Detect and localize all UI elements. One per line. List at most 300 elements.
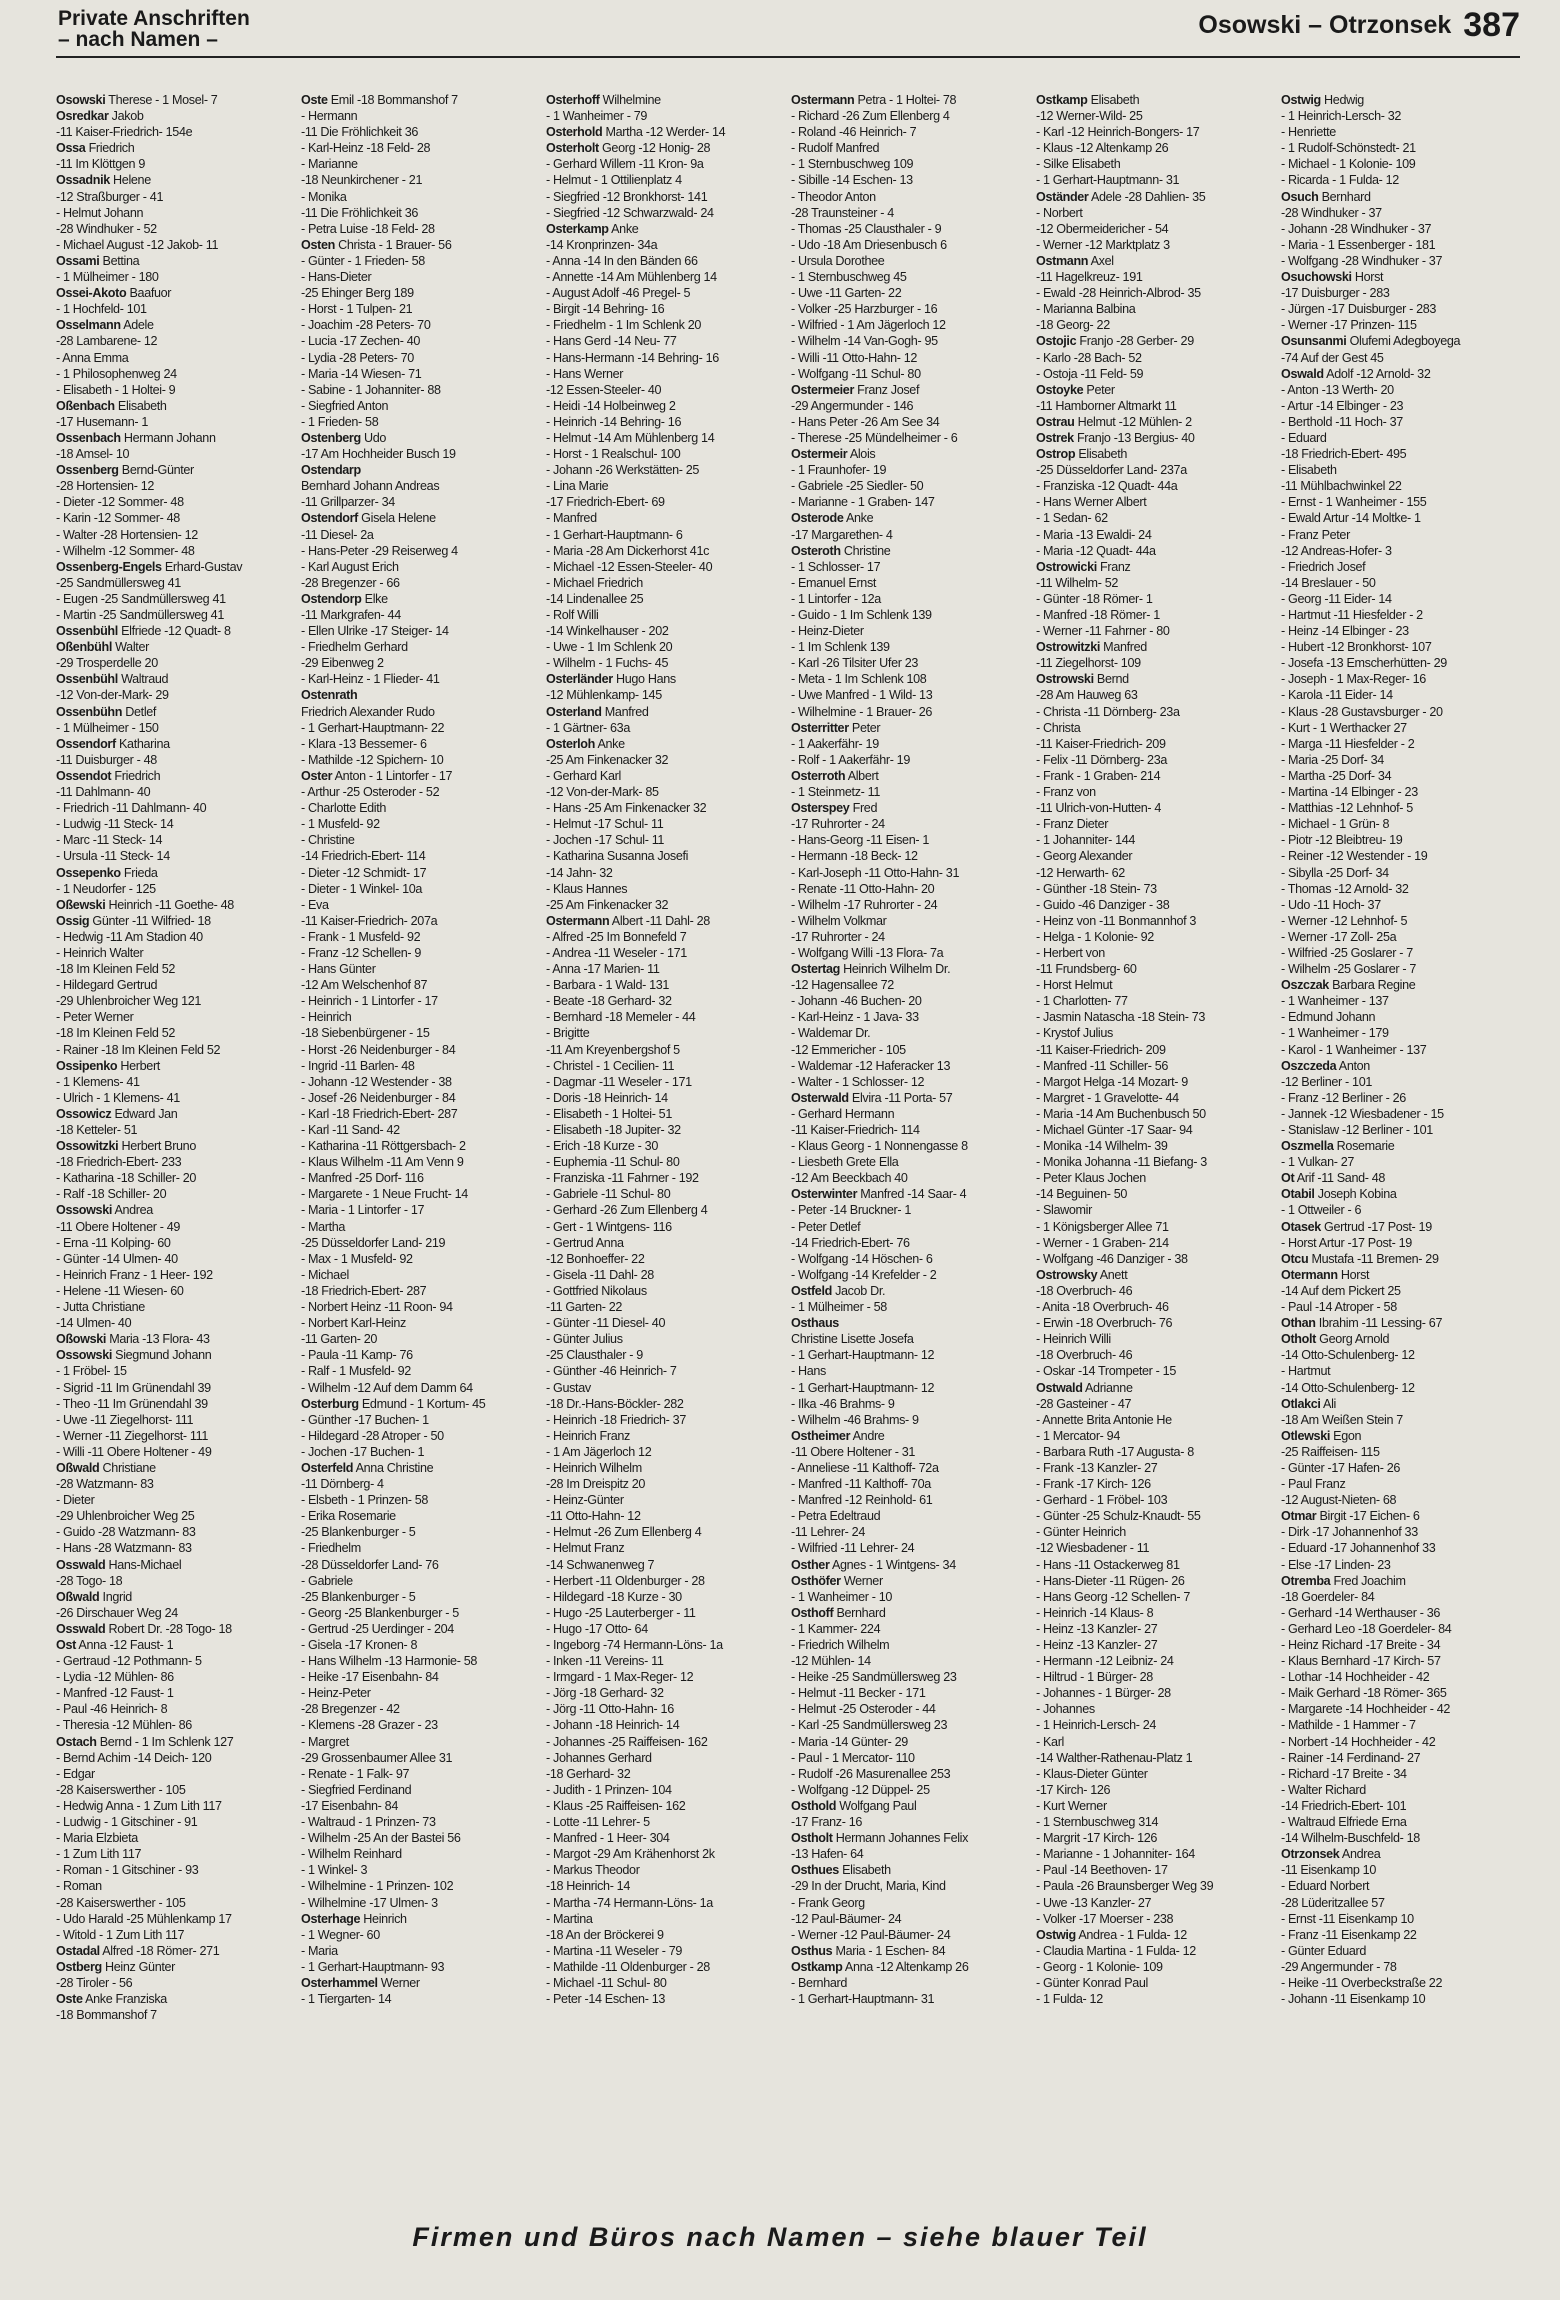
surname: Oster bbox=[301, 768, 333, 783]
directory-entry: - Silke Elisabeth bbox=[1036, 157, 1121, 172]
directory-entry: - Ralf - 1 Musfeld- 92 bbox=[301, 1364, 411, 1379]
surname: Ostberg bbox=[56, 1959, 102, 1974]
surname: Ostheimer bbox=[791, 1428, 851, 1443]
directory-entry: - Marianne bbox=[301, 157, 358, 172]
directory-entry: - Günter Julius bbox=[546, 1332, 623, 1347]
directory-entry: - Dieter - 1 Winkel- 10a bbox=[301, 881, 423, 896]
directory-entry: - Karl -26 Tilsiter Ufer 23 bbox=[791, 656, 919, 671]
directory-entry: -18 Dr.-Hans-Böckler- 282 bbox=[546, 1396, 684, 1411]
surname: Osthus bbox=[791, 1943, 833, 1958]
directory-entry: Ostertag Heinrich Wilhelm Dr. bbox=[791, 962, 951, 977]
directory-entry: -12 Andreas-Hofer- 3 bbox=[1281, 543, 1392, 558]
directory-entry: - Manfred -25 Dorf- 116 bbox=[301, 1171, 424, 1186]
directory-entry: -28 Watzmann- 83 bbox=[56, 1477, 154, 1492]
directory-entry: -25 Düsseldorfer Land- 219 bbox=[301, 1235, 446, 1250]
directory-entry: - Guido -46 Danziger - 38 bbox=[1036, 897, 1170, 912]
directory-entry: -25 Blankenburger - 5 bbox=[301, 1589, 416, 1604]
column-1 bbox=[56, 92, 295, 2232]
directory-entry: - Ilka -46 Brahms- 9 bbox=[791, 1396, 895, 1411]
directory-entry: - Hermann bbox=[301, 109, 358, 124]
directory-entry: -12 Mühlenkamp- 145 bbox=[546, 688, 662, 703]
directory-entry: -12 Wiesbadener - 11 bbox=[1036, 1541, 1150, 1556]
surname: Ostertag bbox=[791, 962, 840, 977]
directory-entry: Ostfeld Jacob Dr. bbox=[791, 1283, 886, 1298]
directory-entry: - 1 Heinrich-Lersch- 32 bbox=[1281, 109, 1402, 124]
section-label-line1: Private Anschriften bbox=[58, 7, 250, 30]
directory-entry: -14 Friedrich-Ebert- 114 bbox=[301, 849, 426, 864]
directory-entry: - Franz -12 Berliner - 26 bbox=[1281, 1090, 1406, 1105]
surname: Osterhold bbox=[546, 125, 603, 140]
directory-entry: - Petra Edeltraud bbox=[791, 1509, 881, 1524]
directory-entry: -11 Dörnberg- 4 bbox=[301, 1477, 384, 1492]
directory-entry: -28 Windhuker - 37 bbox=[1281, 205, 1382, 220]
directory-entry: - 1 Gerhart-Hauptmann- 31 bbox=[791, 1992, 935, 2007]
directory-entry: - Klemens -28 Grazer - 23 bbox=[301, 1718, 438, 1733]
directory-entry: - Georg - 1 Kolonie- 109 bbox=[1036, 1959, 1163, 1974]
directory-entry: Otermann Horst bbox=[1281, 1267, 1370, 1282]
directory-entry: - Theresia -12 Mühlen- 86 bbox=[56, 1718, 192, 1733]
surname: Ostrowicki bbox=[1036, 559, 1097, 574]
directory-entry: - Slawomir bbox=[1036, 1203, 1092, 1218]
directory-entry: - Elsbeth - 1 Prinzen- 58 bbox=[301, 1493, 429, 1508]
directory-entry: -18 Bommanshof 7 bbox=[56, 2008, 157, 2023]
directory-entry: -29 Angermunder - 146 bbox=[791, 398, 914, 413]
directory-entry: - Thomas -12 Arnold- 32 bbox=[1281, 881, 1409, 896]
directory-entry: - Heike -25 Sandmüllersweg 23 bbox=[791, 1670, 957, 1685]
directory-entry: Osterloh Anke bbox=[546, 736, 625, 751]
directory-entry: - Michael - 1 Kolonie- 109 bbox=[1281, 157, 1416, 172]
directory-entry: - Hans -25 Am Finkenacker 32 bbox=[546, 801, 707, 816]
directory-columns bbox=[56, 92, 1520, 2232]
directory-entry: - Günter -17 Hafen- 26 bbox=[1281, 1460, 1401, 1475]
directory-entry: -18 Siebenbürgener - 15 bbox=[301, 1026, 430, 1041]
directory-entry: - Renate - 1 Falk- 97 bbox=[301, 1766, 410, 1781]
directory-entry: - 1 Gerhart-Hauptmann- 12 bbox=[791, 1348, 935, 1363]
directory-entry: - Wolfgang -12 Düppel- 25 bbox=[791, 1782, 930, 1797]
directory-entry: - Hartmut -11 Hiesfelder - 2 bbox=[1281, 608, 1423, 622]
directory-entry: - 1 Vulkan- 27 bbox=[1281, 1155, 1355, 1170]
page-header bbox=[1198, 6, 1520, 45]
directory-entry: - Charlotte Edith bbox=[301, 801, 387, 816]
directory-entry: - Brigitte bbox=[546, 1026, 590, 1041]
directory-entry: -18 Friedrich-Ebert- 287 bbox=[301, 1283, 427, 1298]
directory-entry: - 1 Aakerfähr- 19 bbox=[791, 736, 879, 751]
directory-entry: - Wilfried -11 Lehrer- 24 bbox=[791, 1541, 915, 1556]
surname: Ostermeir bbox=[791, 447, 848, 462]
directory-entry: - Martin -25 Sandmüllersweg 41 bbox=[56, 608, 224, 622]
directory-entry: - Martha -25 Dorf- 34 bbox=[1281, 768, 1392, 783]
directory-entry: - Ernst -11 Eisenkamp 10 bbox=[1281, 1911, 1414, 1926]
directory-entry: - 1 Mülheimer - 58 bbox=[791, 1300, 887, 1315]
directory-entry: - Johannes - 1 Bürger- 28 bbox=[1036, 1686, 1171, 1701]
surname: Ostrau bbox=[1036, 414, 1075, 429]
directory-entry: - Markus Theodor bbox=[546, 1863, 640, 1878]
directory-entry: - Jutta Christiane bbox=[56, 1300, 145, 1315]
directory-entry: - Heinz-Dieter bbox=[791, 624, 864, 639]
surname: Ostermann bbox=[791, 93, 855, 107]
directory-entry: -14 Winkelhauser - 202 bbox=[546, 624, 669, 639]
directory-entry: - Barbara Ruth -17 Augusta- 8 bbox=[1036, 1444, 1194, 1459]
directory-entry: -11 Dahlmann- 40 bbox=[56, 785, 151, 800]
directory-entry: - Hans -11 Ostackerweg 81 bbox=[1036, 1557, 1180, 1572]
directory-entry: Ostendorp Elke bbox=[301, 591, 388, 606]
directory-entry: - Johann -12 Westender - 38 bbox=[301, 1074, 452, 1089]
directory-entry: - Wilhelm -25 An der Bastei 56 bbox=[301, 1831, 461, 1846]
directory-entry: - Lina Marie bbox=[546, 479, 609, 494]
directory-entry: - Heinrich -14 Behring- 16 bbox=[546, 414, 682, 429]
directory-entry: - Waltraud Elfriede Erna bbox=[1281, 1815, 1407, 1830]
surname: Ossa bbox=[56, 141, 86, 156]
directory-entry: - Gerhard Leo -18 Goerdeler- 84 bbox=[1281, 1621, 1452, 1636]
directory-entry: Osterhold Martha -12 Werder- 14 bbox=[546, 125, 726, 140]
directory-entry: -11 Kaiser-Friedrich- 209 bbox=[1036, 1042, 1166, 1057]
directory-entry: Ostojic Franjo -28 Gerber- 29 bbox=[1036, 334, 1194, 349]
directory-entry: -18 Am Weißen Stein 7 bbox=[1281, 1412, 1403, 1427]
directory-entry: - 1 Gerhart-Hauptmann- 31 bbox=[1036, 173, 1180, 188]
directory-entry: - Roman - 1 Gitschiner - 93 bbox=[56, 1863, 199, 1878]
directory-entry: - Katharina -18 Schiller- 20 bbox=[56, 1171, 196, 1186]
directory-entry: - Jochen -17 Schul- 11 bbox=[546, 833, 665, 848]
directory-entry: - Heinz -13 Kanzler- 27 bbox=[1036, 1621, 1158, 1636]
directory-entry: - Franziska -12 Quadt- 44a bbox=[1036, 479, 1178, 494]
surname: Otasek bbox=[1281, 1219, 1321, 1234]
directory-entry: - Margot Helga -14 Mozart- 9 bbox=[1036, 1074, 1188, 1089]
surname: Ossenbühl bbox=[56, 624, 118, 639]
directory-entry: Osterwinter Manfred -14 Saar- 4 bbox=[791, 1187, 967, 1202]
directory-entry: - Paul - 1 Mercator- 110 bbox=[791, 1750, 915, 1765]
directory-entry: - Thomas -25 Clausthaler - 9 bbox=[791, 221, 942, 236]
directory-entry: - Volker -25 Harzburger - 16 bbox=[791, 302, 938, 317]
directory-entry: Osthöfer Werner bbox=[791, 1573, 883, 1588]
directory-entry: - Gerhard -26 Zum Ellenberg 4 bbox=[546, 1203, 708, 1218]
directory-entry: Otlakci Ali bbox=[1281, 1396, 1336, 1411]
directory-entry: - Rudolf -26 Masurenallee 253 bbox=[791, 1766, 951, 1781]
directory-entry: Ossei-Akoto Baafuor bbox=[56, 286, 172, 301]
directory-entry: - Christine bbox=[301, 833, 355, 848]
directory-entry: -18 Heinrich- 14 bbox=[546, 1879, 630, 1894]
directory-entry: -11 Kaiser-Friedrich- 154e bbox=[56, 125, 193, 140]
directory-entry: -29 Angermunder - 78 bbox=[1281, 1959, 1397, 1974]
directory-entry: - Karin -12 Sommer- 48 bbox=[56, 511, 180, 526]
directory-entry: - Wolfgang -14 Krefelder - 2 bbox=[791, 1267, 937, 1282]
directory-entry: - Heinz -13 Kanzler- 27 bbox=[1036, 1638, 1158, 1652]
directory-entry: Ostadal Alfred -18 Römer- 271 bbox=[56, 1943, 220, 1958]
directory-entry: Ostrowski Bernd bbox=[1036, 672, 1129, 687]
directory-entry: - Heike -17 Eisenbahn- 84 bbox=[301, 1670, 439, 1685]
directory-entry: - Karl-Heinz - 1 Java- 33 bbox=[791, 1010, 919, 1025]
directory-entry: - 1 Musfeld- 92 bbox=[301, 817, 380, 832]
directory-entry: -17 Husemann- 1 bbox=[56, 414, 149, 429]
directory-entry: Ossendot Friedrich bbox=[56, 768, 161, 783]
directory-entry: - Udo Harald -25 Mühlenkamp 17 bbox=[56, 1911, 232, 1926]
directory-entry: - Helmut Franz bbox=[546, 1541, 625, 1556]
directory-entry: - Piotr -12 Bleibtreu- 19 bbox=[1281, 833, 1403, 848]
directory-entry: - Hans Werner Albert bbox=[1036, 495, 1147, 510]
directory-entry: - Jürgen -17 Duisburger - 283 bbox=[1281, 302, 1437, 317]
surname: Osthoff bbox=[791, 1605, 834, 1620]
directory-entry: - Reiner -12 Westender - 19 bbox=[1281, 849, 1428, 864]
directory-entry: -12 Von-der-Mark- 29 bbox=[56, 688, 169, 703]
surname: Ostwig bbox=[1281, 93, 1321, 107]
directory-entry: - Karl -25 Sandmüllersweg 23 bbox=[791, 1718, 948, 1733]
directory-entry: - Maik Gerhard -18 Römer- 365 bbox=[1281, 1686, 1447, 1701]
directory-entry: -74 Auf der Gest 45 bbox=[1281, 350, 1384, 365]
directory-entry: - Günter -11 Diesel- 40 bbox=[546, 1316, 666, 1331]
directory-entry: - Paula -11 Kamp- 76 bbox=[301, 1348, 413, 1363]
directory-entry: -18 Goerdeler- 84 bbox=[1281, 1589, 1375, 1604]
directory-entry: Ossenbühl Waltraud bbox=[56, 672, 169, 687]
directory-entry: - Wilhelm -12 Sommer- 48 bbox=[56, 543, 195, 558]
directory-entry: - Günter -18 Römer- 1 bbox=[1036, 591, 1153, 606]
directory-entry: - Gerhard Hermann bbox=[791, 1106, 895, 1121]
directory-entry: Ossadnik Helene bbox=[56, 173, 151, 188]
directory-entry: - Udo -11 Hoch- 37 bbox=[1281, 897, 1381, 912]
directory-entry: - Werner -17 Zoll- 25a bbox=[1281, 929, 1397, 944]
directory-entry: - Martha bbox=[301, 1219, 346, 1234]
directory-entry: - Matthias -12 Lehnhof- 5 bbox=[1281, 801, 1413, 816]
directory-entry: - Werner -12 Paul-Bäumer- 24 bbox=[791, 1927, 951, 1942]
directory-entry: Oßewski Heinrich -11 Goethe- 48 bbox=[56, 897, 234, 912]
directory-entry: - Klaus Georg - 1 Nonnengasse 8 bbox=[791, 1139, 968, 1154]
directory-entry: Ostkamp Anna -12 Altenkamp 26 bbox=[791, 1959, 969, 1974]
surname: Ostrowitzki bbox=[1036, 640, 1101, 655]
directory-entry: - Lydia -28 Peters- 70 bbox=[301, 350, 414, 365]
directory-entry: - Friedhelm bbox=[301, 1541, 361, 1556]
directory-entry: - Eva bbox=[301, 897, 329, 912]
directory-entry: - Maria -13 Ewaldi- 24 bbox=[1036, 527, 1152, 542]
directory-entry: -25 Ehinger Berg 189 bbox=[301, 286, 414, 301]
directory-entry: - Günter -25 Schulz-Knaudt- 55 bbox=[1036, 1509, 1201, 1524]
directory-entry: - Mathilde - 1 Hammer - 7 bbox=[1281, 1718, 1416, 1733]
surname: Osterloh bbox=[546, 736, 595, 751]
directory-entry: - Günter - 1 Frieden- 58 bbox=[301, 253, 425, 268]
directory-entry: - Eugen -25 Sandmüllersweg 41 bbox=[56, 591, 226, 606]
directory-entry: - Uwe -11 Garten- 22 bbox=[791, 286, 902, 301]
footer-note: Firmen und Büros nach Namen – siehe blauer Teil bbox=[412, 2222, 1148, 2252]
directory-entry: - Guido - 1 Im Schlenk 139 bbox=[791, 608, 932, 622]
directory-entry: - Horst Artur -17 Post- 19 bbox=[1281, 1235, 1412, 1250]
directory-entry: Oßwald Christiane bbox=[56, 1460, 156, 1475]
directory-entry: - Stanislaw -12 Berliner - 101 bbox=[1281, 1123, 1433, 1137]
directory-entry: -12 Berliner - 101 bbox=[1281, 1074, 1373, 1089]
directory-entry: - Frank - 1 Musfeld- 92 bbox=[301, 929, 421, 944]
directory-entry: - Wolfgang -46 Danziger - 38 bbox=[1036, 1251, 1188, 1266]
directory-entry: - Friedrich Wilhelm bbox=[791, 1638, 890, 1652]
surname: Osterholt bbox=[546, 141, 599, 156]
directory-entry: - Gertrud Anna bbox=[546, 1235, 624, 1250]
directory-entry: - Michael - 1 Grün- 8 bbox=[1281, 817, 1390, 832]
directory-entry: -28 Lüderitzallee 57 bbox=[1281, 1895, 1385, 1910]
directory-entry: Ossig Günter -11 Wilfried- 18 bbox=[56, 913, 211, 928]
directory-entry: - Hans Günter bbox=[301, 962, 376, 977]
directory-entry: - Werner -12 Lehnhof- 5 bbox=[1281, 913, 1408, 928]
directory-entry: -18 Amsel- 10 bbox=[56, 447, 130, 462]
directory-entry: Ostrek Franjo -13 Bergius- 40 bbox=[1036, 430, 1195, 445]
directory-entry: - Gottfried Nikolaus bbox=[546, 1283, 647, 1298]
directory-entry: - Margarete -14 Hochheider - 42 bbox=[1281, 1702, 1451, 1717]
directory-entry: Ossendorf Katharina bbox=[56, 736, 170, 751]
directory-entry: - Theodor Anton bbox=[791, 189, 876, 204]
directory-entry: - Peter -14 Bruckner- 1 bbox=[791, 1203, 912, 1218]
directory-entry: - Bernd Achim -14 Deich- 120 bbox=[56, 1750, 212, 1765]
directory-entry: - Franz Peter bbox=[1281, 527, 1350, 542]
directory-entry: - Josefa -13 Emscherhütten- 29 bbox=[1281, 656, 1447, 671]
directory-entry: - Heinrich -14 Klaus- 8 bbox=[1036, 1605, 1154, 1620]
directory-entry: - Marga -11 Hiesfelder - 2 bbox=[1281, 736, 1415, 751]
directory-entry: - Felix -11 Dörnberg- 23a bbox=[1036, 752, 1168, 767]
directory-entry: - Ingeborg -74 Hermann-Löns- 1a bbox=[546, 1638, 723, 1652]
directory-entry: -14 Breslauer - 50 bbox=[1281, 575, 1376, 590]
directory-entry: - Karl -12 Heinrich-Bongers- 17 bbox=[1036, 125, 1200, 140]
directory-entry: -17 Margarethen- 4 bbox=[791, 527, 893, 542]
directory-entry: -18 Friedrich-Ebert- 233 bbox=[56, 1155, 182, 1170]
surname: Ossendot bbox=[56, 768, 112, 783]
directory-entry: - Peter Klaus Jochen bbox=[1036, 1171, 1146, 1186]
directory-entry: -18 Im Kleinen Feld 52 bbox=[56, 1026, 176, 1041]
directory-entry: - Hugo -25 Lauterberger - 11 bbox=[546, 1605, 696, 1620]
directory-entry: - Elisabeth - 1 Holtei- 9 bbox=[56, 382, 176, 397]
directory-entry: - Johannes Gerhard bbox=[546, 1750, 652, 1765]
directory-entry: - Karl bbox=[1036, 1734, 1064, 1749]
directory-entry: - 1 Tiergarten- 14 bbox=[301, 1992, 392, 2007]
directory-entry: - Martha -74 Hermann-Löns- 1a bbox=[546, 1895, 713, 1910]
directory-entry: - Wilhelm Reinhard bbox=[301, 1847, 402, 1862]
surname: Ostkamp bbox=[1036, 93, 1088, 107]
directory-entry: -18 Georg- 22 bbox=[1036, 318, 1110, 333]
directory-entry: - Heinrich bbox=[301, 1010, 352, 1025]
directory-entry: -12 August-Nieten- 68 bbox=[1281, 1493, 1397, 1508]
directory-entry: -28 Bregenzer - 42 bbox=[301, 1702, 400, 1717]
directory-entry: - Rudolf Manfred bbox=[791, 141, 880, 156]
directory-entry: Ostwig Hedwig bbox=[1281, 93, 1364, 107]
directory-entry: - Kurt Werner bbox=[1036, 1798, 1107, 1813]
directory-entry: -28 Hortensien- 12 bbox=[56, 479, 155, 494]
directory-entry: - 1 Schlosser- 17 bbox=[791, 559, 881, 574]
directory-entry: -11 Wilhelm- 52 bbox=[1036, 575, 1118, 590]
directory-entry: - Heinz -14 Elbinger - 23 bbox=[1281, 624, 1409, 639]
directory-entry: - Emanuel Ernst bbox=[791, 575, 877, 590]
directory-entry: Osterland Manfred bbox=[546, 704, 649, 719]
directory-entry: Ostrowsky Anett bbox=[1036, 1267, 1128, 1282]
directory-entry: - Werner - 1 Graben- 214 bbox=[1036, 1235, 1169, 1250]
directory-entry: - Horst - 1 Realschul- 100 bbox=[546, 447, 681, 462]
directory-entry: -14 Otto-Schulenberg- 12 bbox=[1281, 1348, 1415, 1363]
surname: Osteroth bbox=[791, 543, 841, 558]
directory-entry: -12 Paul-Bäumer- 24 bbox=[791, 1911, 902, 1926]
directory-entry: - Heike -11 Overbeckstraße 22 bbox=[1281, 1975, 1443, 1990]
directory-entry: - Herbert von bbox=[1036, 945, 1105, 960]
directory-entry: - Günther -46 Heinrich- 7 bbox=[546, 1364, 677, 1379]
surname: Osten bbox=[301, 237, 335, 252]
directory-entry: - Norbert -14 Hochheider - 42 bbox=[1281, 1734, 1436, 1749]
directory-entry: -11 Am Kreyenbergshof 5 bbox=[546, 1042, 680, 1057]
directory-entry: - Hans-Hermann -14 Behring- 16 bbox=[546, 350, 719, 365]
directory-entry: - Katharina -11 Röttgersbach- 2 bbox=[301, 1139, 466, 1154]
directory-entry: Ostenberg Udo bbox=[301, 430, 387, 445]
surname: Ossowski bbox=[56, 1203, 112, 1218]
directory-entry: - Martina -11 Weseler - 79 bbox=[546, 1943, 683, 1958]
directory-entry: -25 Am Finkenacker 32 bbox=[546, 897, 669, 912]
directory-entry: - Heinrich - 1 Lintorfer - 17 bbox=[301, 994, 438, 1009]
surname: Ossowski bbox=[56, 1348, 112, 1363]
directory-entry: -28 Lambarene- 12 bbox=[56, 334, 158, 349]
directory-entry: - Elisabeth bbox=[1281, 463, 1337, 478]
directory-entry: - Siegfried -12 Schwarzwald- 24 bbox=[546, 205, 714, 220]
directory-entry: -11 Die Fröhlichkeit 36 bbox=[301, 125, 419, 140]
directory-entry: - 1 Sternbuschweg 109 bbox=[791, 157, 914, 172]
surname: Ostwald bbox=[1036, 1380, 1083, 1395]
surname: Osterland bbox=[546, 704, 602, 719]
directory-entry: - Heidi -14 Holbeinweg 2 bbox=[546, 398, 676, 413]
directory-entry: - Else -17 Linden- 23 bbox=[1281, 1557, 1391, 1572]
directory-entry: - Walter -28 Hortensien- 12 bbox=[56, 527, 198, 542]
directory-entry: Ostrowicki Franz bbox=[1036, 559, 1131, 574]
directory-entry: - Uwe -13 Kanzler- 27 bbox=[1036, 1895, 1152, 1910]
directory-entry: - Helmut -25 Osteroder - 44 bbox=[791, 1702, 936, 1717]
directory-entry: - Frank -17 Kirch- 126 bbox=[1036, 1477, 1151, 1492]
directory-entry: -28 Kaiserswerther - 105 bbox=[56, 1782, 186, 1797]
directory-entry: Ot Arif -11 Sand- 48 bbox=[1281, 1171, 1386, 1186]
directory-entry: -11 Markgrafen- 44 bbox=[301, 608, 401, 622]
directory-entry: Ostermann Petra - 1 Holtei- 78 bbox=[791, 93, 957, 107]
directory-entry bbox=[301, 687, 540, 703]
directory-entry: Oste Emil -18 Bommanshof 7 bbox=[301, 93, 458, 107]
directory-entry: - Ostoja -11 Feld- 59 bbox=[1036, 366, 1144, 381]
directory-entry: - Hans-Dieter bbox=[301, 270, 372, 285]
directory-entry: - Elisabeth - 1 Holtei- 51 bbox=[546, 1106, 672, 1121]
directory-entry: Ossenbühn Detlef bbox=[56, 704, 157, 719]
name-range-title: Osowski – Otrzonsek bbox=[1198, 11, 1452, 39]
directory-entry: -11 Duisburger - 48 bbox=[56, 752, 157, 767]
surname: Osswald bbox=[56, 1621, 106, 1636]
directory-entry: -12 Straßburger - 41 bbox=[56, 189, 164, 204]
directory-entry: - Annette -14 Am Mühlenberg 14 bbox=[546, 270, 717, 285]
directory-entry: Osterroth Albert bbox=[791, 768, 879, 783]
directory-entry: - 1 Mercator- 94 bbox=[1036, 1428, 1120, 1443]
directory-entry: - Friedhelm Gerhard bbox=[301, 640, 408, 655]
directory-entry: - Martina bbox=[546, 1911, 593, 1926]
directory-entry: Ossenberg-Engels Erhard-Gustav bbox=[56, 559, 243, 574]
directory-entry: - Friedrich -11 Dahlmann- 40 bbox=[56, 801, 207, 816]
surname: Oste bbox=[56, 1992, 83, 2007]
directory-entry: - Helmut Johann bbox=[56, 205, 144, 220]
directory-entry: - Therese -25 Mündelheimer - 6 bbox=[791, 430, 958, 445]
directory-entry: - Klaus Hannes bbox=[546, 881, 628, 896]
surname: Ossadnik bbox=[56, 173, 110, 188]
directory-entry: - Paul -14 Atroper - 58 bbox=[1281, 1300, 1397, 1315]
directory-entry: - 1 Johanniter- 144 bbox=[1036, 833, 1136, 848]
surname: Osterwald bbox=[791, 1090, 849, 1105]
directory-entry: -14 Schwanenweg 7 bbox=[546, 1557, 655, 1572]
directory-entry: -17 Ruhrorter - 24 bbox=[791, 929, 885, 944]
directory-entry: -14 Ulmen- 40 bbox=[56, 1316, 132, 1331]
directory-entry: - Dagmar -11 Weseler - 171 bbox=[546, 1074, 692, 1089]
directory-entry: - Gerhard Willem -11 Kron- 9a bbox=[546, 157, 704, 172]
directory-entry: - Ursula Dorothee bbox=[791, 253, 885, 268]
directory-entry: Oszmella Rosemarie bbox=[1281, 1139, 1395, 1154]
directory-entry: - Elisabeth -18 Jupiter- 32 bbox=[546, 1123, 681, 1137]
directory-entry: - Mathilde -11 Oldenburger - 28 bbox=[546, 1959, 710, 1974]
directory-entry: - Wolfgang -14 Höschen- 6 bbox=[791, 1251, 933, 1266]
surname: Oständer bbox=[1036, 189, 1089, 204]
directory-entry: Osterkamp Anke bbox=[546, 221, 639, 236]
directory-entry: - Hans bbox=[791, 1364, 826, 1379]
directory-entry: -11 Mühlbachwinkel 22 bbox=[1281, 479, 1402, 494]
directory-entry: Osunsanmi Olufemi Adegboyega bbox=[1281, 334, 1461, 349]
directory-entry: - Frank - 1 Graben- 214 bbox=[1036, 768, 1161, 783]
directory-entry: -28 Kaiserswerther - 105 bbox=[56, 1895, 186, 1910]
directory-entry: Ossenbühl Elfriede -12 Quadt- 8 bbox=[56, 624, 231, 639]
